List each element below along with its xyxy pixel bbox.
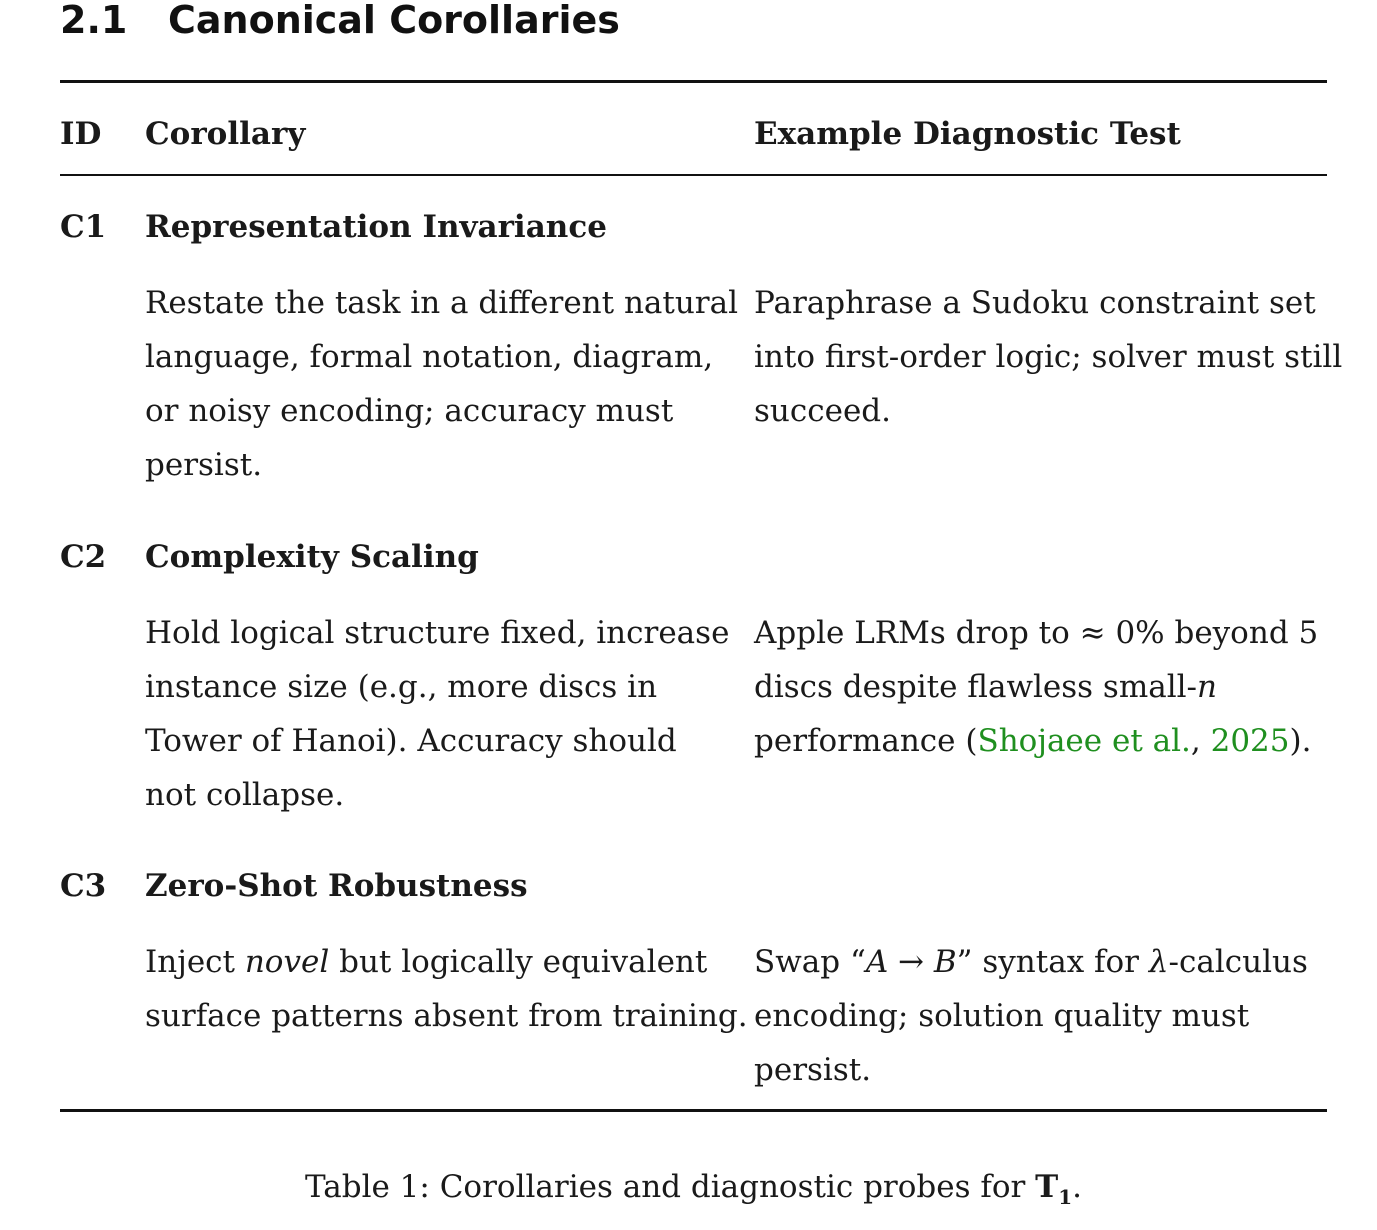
row-c3-test-text: ” syntax for	[956, 944, 1149, 980]
emphasis-novel: novel	[244, 944, 330, 980]
math-variable-n: n	[1197, 669, 1217, 705]
row-c2-corollary-line: Hold logical structure fixed, increase	[145, 615, 730, 651]
citation-separator: ,	[1190, 723, 1211, 759]
section-title: Canonical Corollaries	[168, 0, 620, 42]
table-top-rule	[60, 80, 1327, 83]
row-c2-id: C2	[60, 539, 107, 575]
row-c1-corollary-line: language, formal notation, diagram,	[145, 339, 714, 375]
row-c3-corollary-line: surface patterns absent from training.	[145, 998, 748, 1034]
caption-text: Table 1: Corollaries and diagnostic probes for	[304, 1169, 1036, 1205]
caption-symbol-letter: T	[1035, 1169, 1059, 1205]
row-c2-test-line	[754, 660, 1217, 714]
row-c2-test-text: ).	[1289, 723, 1312, 759]
row-c2-test-text: performance (	[754, 723, 978, 759]
row-c3-corollary-line	[145, 935, 707, 989]
row-c2-name: Complexity Scaling	[145, 539, 479, 575]
row-c3-test-line	[754, 935, 1308, 989]
row-c2-corollary-line: not collapse.	[145, 777, 345, 813]
row-c3-test-line: persist.	[754, 1052, 872, 1088]
header-id: ID	[60, 116, 102, 152]
row-c1-corollary-line: Restate the task in a different natural	[145, 285, 739, 321]
table-caption	[60, 1162, 1327, 1222]
row-c1-test-line: succeed.	[754, 393, 891, 429]
row-c3-corollary-text: Inject	[145, 944, 245, 980]
citation-author-link[interactable]: Shojaee et al.	[977, 723, 1191, 759]
header-corollary: Corollary	[145, 116, 306, 152]
row-c3-test-text: -calculus	[1168, 944, 1308, 980]
row-c3-test-line: encoding; solution quality must	[754, 998, 1250, 1034]
row-c1-corollary-line: persist.	[145, 447, 263, 483]
row-c3-id: C3	[60, 868, 107, 904]
table-bottom-rule	[60, 1109, 1327, 1112]
citation-year-link[interactable]: 2025	[1210, 723, 1290, 759]
row-c1-test-line: into first-order logic; solver must still	[754, 339, 1343, 375]
caption-symbol	[1035, 1169, 1073, 1210]
row-c3-name: Zero-Shot Robustness	[145, 868, 528, 904]
header-test: Example Diagnostic Test	[754, 116, 1181, 152]
section-number: 2.1	[60, 0, 128, 42]
row-c1-id: C1	[60, 209, 107, 245]
row-c2-test-text: discs despite flawless small-	[754, 669, 1198, 705]
row-c2-corollary-line: instance size (e.g., more discs in	[145, 669, 658, 705]
row-c2-test-line	[754, 714, 1311, 768]
row-c1-test-line: Paraphrase a Sudoku constraint set	[754, 285, 1316, 321]
row-c2-corollary-line: Tower of Hanoi). Accuracy should	[145, 723, 677, 759]
row-c3-test-text: Swap “	[754, 944, 866, 980]
row-c1-corollary-line: or noisy encoding; accuracy must	[145, 393, 674, 429]
caption-suffix: .	[1072, 1169, 1083, 1205]
caption-symbol-subscript: 1	[1058, 1185, 1073, 1210]
math-implication: A → B	[865, 944, 957, 980]
table-header-rule	[60, 174, 1327, 176]
row-c3-corollary-text: but logically equivalent	[329, 944, 708, 980]
section-heading	[60, 0, 620, 44]
row-c2-test-line: Apple LRMs drop to ≈ 0% beyond 5	[754, 615, 1319, 651]
math-lambda: λ	[1148, 944, 1169, 980]
row-c1-name: Representation Invariance	[145, 209, 607, 245]
